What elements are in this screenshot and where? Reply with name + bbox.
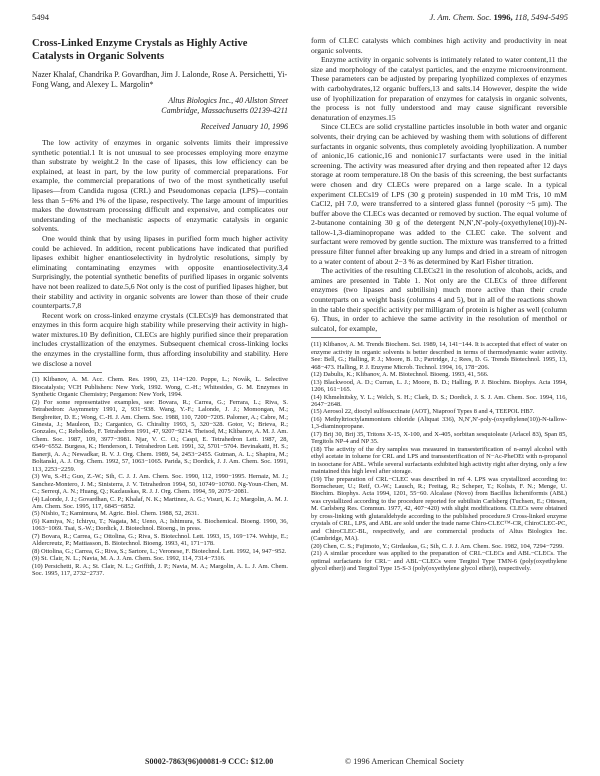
author-list: Nazer Khalaf, Chandrika P. Govardhan, Jim J. Lalonde, Rose A. Persichetti, Yi-Fong Wang, and Alexey L. Margolin* (32, 70, 288, 89)
footnote: (4) Lalonde, J. J.; Govardhan, C. P.; Khalaf, N. K.; Martinez, A. G.; Visuri, K. J.; Margolin, A. M. J. Am. Chem. Soc. 1995, 117, 6845−6852. (32, 495, 288, 510)
journal-year: 1996, (493, 12, 513, 22)
journal-pages: 5494-5495 (531, 12, 568, 22)
left-column (32, 38, 288, 577)
footnote: (11) Klibanov, A. M. Trends Biochem. Sci. 1989, 14, 141−144. It is accepted that effect of water on enzyme activity in organic solvents is better described in terms of thermodynamic water activity. See: Bell, G.; Halling, P. J.; Moore, B. D.; Partridge, J.; Rees, D. G. Trends Biotechnol. 1995, 13, 468−473. Halling, P. J. Enzyme Microb. Technol. 1994, 16, 178−206. (311, 341, 567, 371)
journal-name: J. Am. Chem. Soc. (429, 12, 492, 22)
footnote-divider (32, 372, 102, 373)
footnote: (21) A similar procedure was applied to the preparation of CRL−CLECs and ABL−CLECs. The optimal surfactants for CRL− and ABL−CLECs were Tergitol Type TMN-6 (poly(oxyethylene glycol ether)) and Tergitol Type 15-S-3 (poly(oxyethylene glycol ether)), respectively. (311, 550, 567, 572)
footnote-divider (311, 337, 381, 338)
footnote: (1) Klibanov, A. M. Acc. Chem. Res. 1990, 23, 114−120. Poppe, L.; Novák, L. Selective Biocatalysis; VCH Publishers: New York, 1992. Wong, C.-H.; Whitesides, G. M. Enzymes in Synthetic Organic Chemistry; Pergamon: New York, 1994. (32, 376, 288, 399)
affiliation (32, 96, 288, 116)
received-date: Received January 10, 1996 (200, 122, 288, 131)
footnote: (3) Wu, S.-H.; Guo, Z.-W.; Sih, C. J. J. Am. Chem. Soc. 1990, 112, 1990−1995. Hernaiz, M. J.; Sanchez-Montero, J. M.; Sinisterra, J. V. Tetrahedron 1994, 50, 10749−10760. Ng-Youn-Chen, M. C.; Serreqi, A. N.; Huang, Q.; Kazlauskas, R. J. J. Org. Chem. 1994, 59, 2075−2081. (32, 473, 288, 496)
footnotes-right (311, 341, 567, 572)
article-title: Cross-Linked Enzyme Crystals as Highly Active Catalysts in Organic Solvents (32, 38, 248, 62)
journal-citation (429, 12, 568, 22)
body-paragraph: The activities of the resulting CLECs21 in the resolution of alcohols, acids, and amines are presented in Table 1. Not only are the CLECs of three different enzymes (two lipases and subtilisin) much more active than their crude counterparts on a weight basis (columns 4 and 5), but in all of the reactions shown in the table their specific activity per milligram of protein is higher as well (column 6). Thus, in order to achieve the same activity in the resolution of menthol or sulcatol, for example, (311, 266, 567, 333)
footnote: (9) St. Clair, N. L.; Navia, M. A. J. Am. Chem. Soc. 1992, 114, 7314−7316. (32, 555, 226, 563)
footnote: (19) The preparation of CRL−CLEC was described in ref 4. LPS was crystallized according to: Bornscheuer, U.; Reif, O.-W.; Lausch, R.; Freitag, R.; Scheper, T.; Kolisis, F. N.; Menge, U. Biochim. Biophys. Acta 1994, 1201, 55−60. Alcalase (Novo) from Bacillus licheniformis (ABL) was crystallized according to the procedure reported for subtilisin Carlsberg (Tuchsen, E.; Ottesen, M. Carlsberg Res. Commun. 1977, 42, 407−420) with slight modifications. CLECs were obtained by cross-linking with glutaraldehyde according to the published procedure.9 Cross-linked enzyme crystals of CRL, LPS, and ABL are sold under the trade name Chiro-CLEC™-CR, ChiroCLEC-PC, and ChiroCLEC-BL, respectively, and are commercial products of Altus Biologics Inc. (Cambridge, MA). (311, 475, 567, 543)
right-column (311, 36, 567, 572)
footnote: (7) Bovara, R.; Carrea, G.; Ottolina, G.; Riva, S. Biotechnol. Lett. 1993, 15, 169−174. Wehtje, E.; Aldercreutz, P.; Mattiasson, B. Biotechnol. Bioeng. 1993, 41, 171−178. (32, 532, 288, 548)
doi-code: S0002-7863(96)00081-9 CCC: $12.00 (145, 757, 274, 766)
body-paragraph: Recent work on cross-linked enzyme crystals (CLECs)9 has demonstrated that enzymes in this form acquire high stability while preserving their activity in high-water mixtures.10 By definition, CLECs are highly purified since their preparation includes crystallization of the enzymes. Subsequent chemical cross-linking locks the enzymes in the crystalline form, thus affording insolubility and stability. Here we disclose a novel (32, 310, 288, 368)
footnote: (18) The activity of the dry samples was measured in transesterification of n-amyl alcohol with ethyl acetate in toluene for CRL and LPS and transesterification of N−Ac-PheOEt with n-propanol in isooctane for ABL. While several surfactants exhibited high activity right after drying, only a few maintained this high level after storage. (311, 445, 567, 476)
footnote: (2) For some representative examples, see: Bovara, R.; Carrea, G.; Ferrara, L.; Riva, S. Tetrahedron: Asymmetry 1991, 2, 931−938. Wang, Y.-F.; Lalonde, J. J.; Momongan, M.; Bergbreiter, D. E.; Wong, C.-H. J. Am. Chem. Soc. 1988, 110, 7200−7205. Palomer, A.; Cabre, M.; Ginesta, J.; Mauleon, D.; Carganico, G. Chirality 1993, 5, 320−328. Gotor, V.; Brieva, R.; Gonzales, C.; Rebolledo, F. Tetrahedron 1991, 47, 9207−9214. Theisod, M.; Klibanov, A. M. J. Am. Chem. Soc. 1987, 109, 3977−3981. Njar, V. C. O.; Caspi, E. Tetrahedron Lett. 1987, 28, 6549−6552. Burgess, K.; Henderson, I. Tetrahedron Lett. 1991, 32, 5701−5704. Bevinakatti, H. S.; Banerji, A. A.; Newadkar, R. V. J. Org. Chem. 1989, 54, 2453−2455. Gutman, A. L.; Shapira, M.; Boltanski, A. J. Org. Chem. 1992, 57, 1063−1065. Parida, S.; Dordick, J. J. Am. Chem. Soc. 1991, 113, 2253−2259. (32, 398, 288, 473)
footnote: (20) Chen, C. S.; Fujimoto, Y.; Girdaukas, G.; Sih, C. J. J. Am. Chem. Soc. 1982, 104, 7294−7299. (311, 542, 564, 550)
affiliation-line-2: Cambridge, Massachusetts 02139-4211 (161, 106, 288, 115)
footnote: (8) Ottolina, G.; Carrea, G.; Riva, S.; Sartore, L.; Veronese, F. Biotechnol. Lett. 1992, 14, 947−952. (32, 547, 287, 555)
affiliation-line-1: Altus Biologics Inc., 40 Allston Street (168, 96, 288, 105)
footnote: (15) Aerosol 22, dioctyl sulfosuccinate (AOT), Niaproof Types 8 and 4, TEEPOL HB7. (311, 408, 535, 416)
running-header (32, 12, 568, 24)
footnote: (6) Kamiya, N.; Ichiryu, T.; Nagata, M.; Ueno, A.; Ishimura, S. Biochemical. Bioeng. 1990, 36, 1063−1069. Tsai, S.-W.; Dordick, J. Biotechnol. Bioeng., in press. (32, 517, 288, 533)
footnote: (16) Methyltrioctylammonium chloride (Aliquat 336), N,N′,N′-poly-(oxyethylene(10))-N-tallow-1,3-diaminopropane. (311, 415, 567, 431)
journal-volume: 118, (514, 12, 530, 22)
footnote: (17) Brij 30, Brij 35, Tritons X-15, X-100, and X-405, sorbitan sesquioleate (Arlacel 83), Span 85, Tergitols NP-4 and NP 35. (311, 430, 567, 446)
footnote: (5) Nishio, T.; Kamimura, M. Agric. Biol. Chem. 1988, 52, 2631. (32, 510, 199, 518)
footnotes-left (32, 376, 288, 577)
copyright-notice: © 1996 American Chemical Society (345, 757, 465, 766)
footnote: (12) Dabulis, K.; Klibanov, A. M. Biotechnol. Bioeng. 1993, 41, 566. (311, 371, 489, 379)
body-paragraph: Enzyme activity in organic solvents is intimately related to water content,11 the size and morphology of the catalyst particles, and the enzyme microenvironment. These parameters can be adjusted by preparing lyophilized complexes of enzymes with carbohydrates,12 organic buffers,13 and salts.14 However, despite the wide use of lyophilization for preparation of enzymes for catalysis in organic solvents, the process is not fully understood and may cause significant reversible denaturation of enzymes.15 (311, 55, 567, 122)
page-footer (145, 757, 475, 766)
body-paragraph: form of CLEC catalysts which combines high activity and productivity in neat organic solvents. (311, 36, 567, 55)
page-number: 5494 (32, 12, 49, 22)
footnote: (13) Blackwood, A. D.; Curran, L. J.; Moore, B. D.; Halling, P. J. Biochim. Biophys. Acta 1994, 1206, 161−165. (311, 378, 567, 394)
footnote: (10) Persichetti, R. A.; St. Clair, N. L.; Griffith, J. P.; Navia, M. A.; Margolin, A. L. J. Am. Chem. Soc. 1995, 117, 2732−2737. (32, 562, 288, 578)
body-paragraph: The low activity of enzymes in organic solvents limits their impressive synthetic potential.1 It is not unusual to see processes employing more enzyme than substrate by weight.2 In the case of lipases, this low efficiency can be explained, at least in part, by the low purity of commercial preparations. For example, the commercial preparations of two of the most synthetically useful lipases—from Candida rugosa (CRL) and Pseudomonas cepacia (LPS)—contain less than 5−6% and 1% of the lipase, respectively. The large amount of impurities makes the downstream processing difficult and expensive, and complicates our understanding of the mechanistic aspects of enzymatic catalysis in organic solvents. (32, 138, 288, 234)
body-paragraph: One would think that by using lipases in purified form much higher activity could be achieved. In addition, recent publications have indicated that purified lipases exhibit higher enantioselectivity in hydrolytic resolutions, simply by eliminating contaminating enzymes with opposite enantioselectivity.3,4 Surprisingly, the potential synthetic benefits of purified lipases in organic solvents have not been realized to date.5,6 Not only is the cost of purified lipases higher, but their stability and activity in organic solvents are lower than those of their crude counterparts.7,8 (32, 233, 288, 311)
body-paragraph: Since CLECs are solid crystalline particles insoluble in both water and organic solvents, their drying can be achieved by washing them with solutions of different surfactants in organic solvents, thus completely avoiding lyophilization. A number of anionic,16 cationic,16 and nonionic17 surfactants were used in the initial screening. The activity was measured after drying and then repeated after 12 days storage at room temperature.18 On the basis of this screening, the best surfactants were chosen and dry CLECs were prepared on a large scale. In a typical experiment CLECs19 of LPS (30 g protein) suspended in 10 mM Tris, 10 mM CaCl2, pH 7.0, were transferred to a sintered glass funnel (porosity ~5 μm). The buffer above the CLECs was decanted or removed by suction. The equal volume of 2-butanone containing 30 g of the detergent N,N′,N′-poly-(oxyethylene(10))-N-tallow-1,3-diaminopropane was added to the CLEC cake. The solvent and surfactant were removed by gentle suction. The mixture was transferred to a fritted pressure filter funnel after breaking up any lumps and dried in a stream of nitrogen to a water content of about 2−3 % as determined by Karl Fisher titration. (311, 122, 567, 266)
footnote: (14) Khmelnitsky, Y. L.; Welch, S. H.; Clark, D. S.; Dordick, J. S. J. Am. Chem. Soc. 1994, 116, 2647−2648. (311, 393, 567, 409)
